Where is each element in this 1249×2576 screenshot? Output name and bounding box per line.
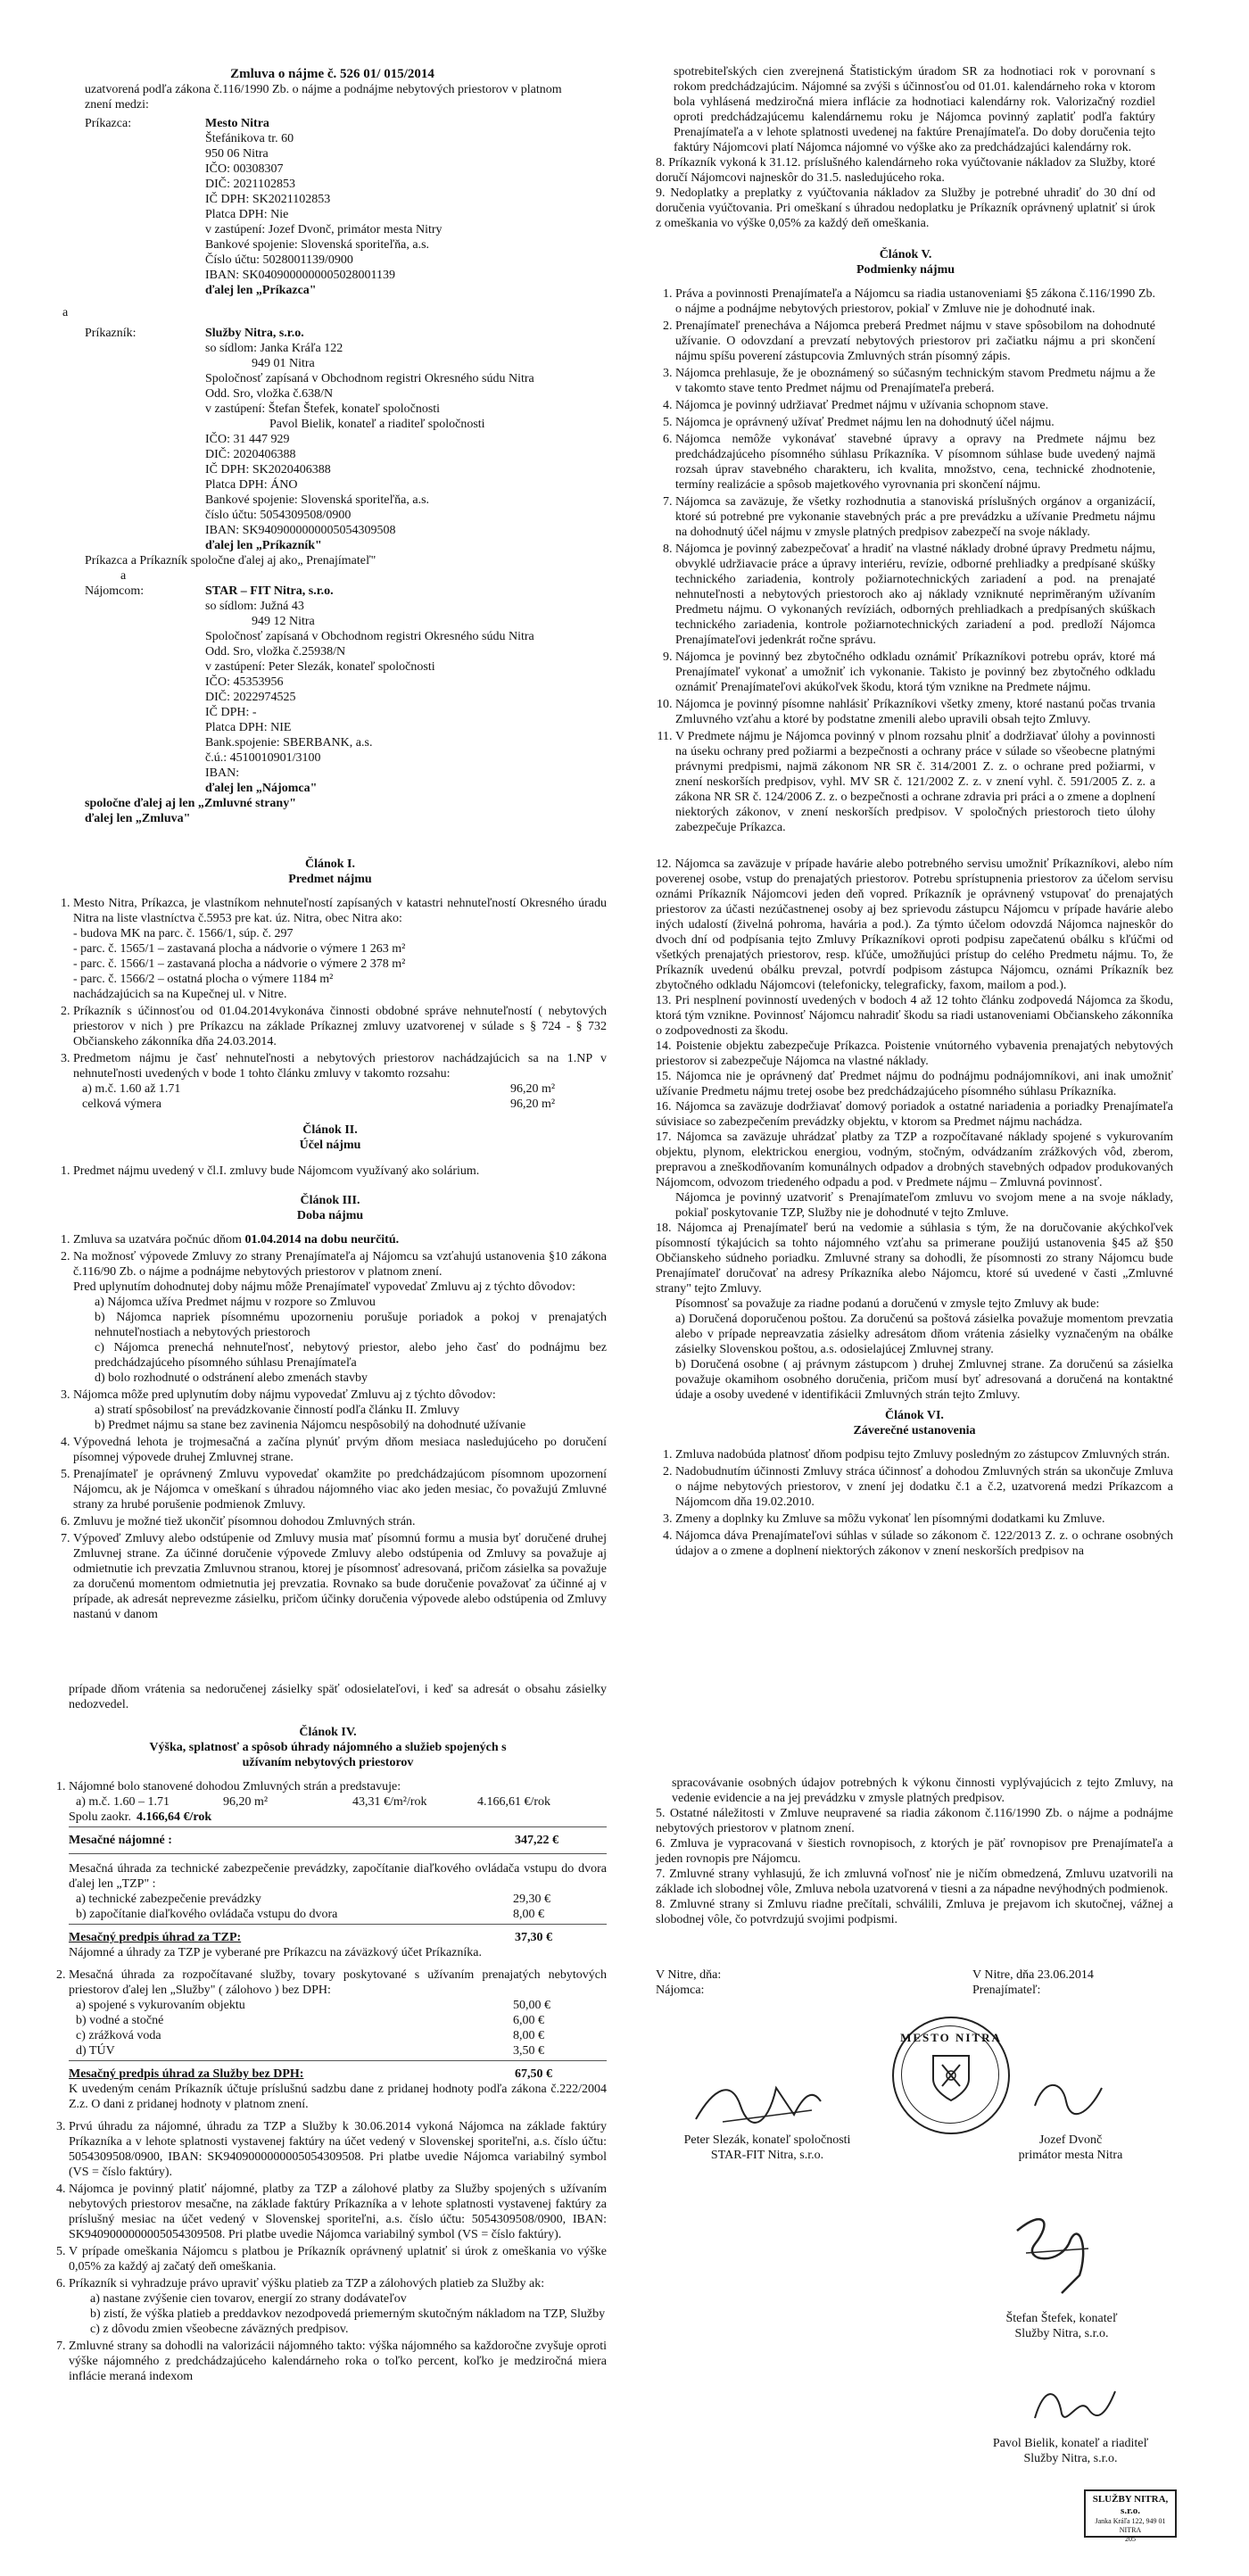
najomca-line: IČ DPH: -: [205, 706, 257, 719]
signature-stefek: [999, 2204, 1106, 2302]
company-stamp-title: SLUŽBY NITRA, s.r.o.: [1092, 2494, 1169, 2516]
clause-12: 12. Nájomca sa zaväzuje v prípade havárie alebo potrebného servisu umožniť Príkazníkovi, alebo ním poverenej osobe, vstup do prenajatých priestorov. Potrebu sprístupnenia priestorov za účelom servisu oznámi Príkazník Nájomcovi jeden deň vopred. Príkazník je oprávnený vstupovať do prenajatých priestorov za účasti nezúčastnenej osoby aj bez sprievodu zástupcu Nájomcu v prípade havárie alebo iných udalostí (živelná pohroma, havária a pod.). Za týmto účelom odovzdá Nájomca najneskôr do dvoch dní od podpísania tejto Zmluvy Príkazníkovi oproti podpisu zapečatenú obálku s kľúčmi od všetkých prenajatých priestorov, resp. kľúče, umožňujúci prístup do celého Predmetu nájmu. To, že Príkazník uvedenú obálku prevzal, potvrdí podpisom zástupca Nájomcu, oznámi Príkazník bez zbytočného odkladu Nájomcovi (telefonicky, telegraficky, faxom, mailom a pod.).: [656, 857, 1173, 992]
coat-of-arms-icon: [930, 2052, 972, 2104]
monthly-rent-value: 347,22 €: [515, 1834, 558, 1847]
najomca-line: v zastúpení: Peter Slezák, konateľ spoločnosti: [205, 660, 435, 674]
prikaznik-line: číslo účtu: 5054309508/0900: [205, 509, 352, 522]
valorization-cont: spotrebiteľských cien zverejnená Štatistickým úradom SR za hodnotiaci rok v porovnaní s rokom predchádzajúcim. Nájomné sa zvýši s účinnosťou od 01.01. kalendárneho roka v ktorom bola vyhlásená medziročná miera inflácie za hodnotiaci kalendárny rok. Valorizačný rozdiel oproti predchádzajúcemu kalendárnemu roku je Nájomca povinný zaplatiť podľa faktúry Prenajímateľa a v lehote splatnosti uvedenej na faktúre Prenajímateľa. Do doby doručenia tejto faktúry Nájomcovi platí Nájomca nájomné vo výške ako za predchádzajúci kalendárny rok.: [674, 65, 1155, 154]
parcel-line: - parc. č. 1566/2 – ostatná plocha o výmere 1184 m²: [73, 973, 334, 986]
prikaznik-line: Pavol Bielik, konateľ a riaditeľ spoločnosti: [269, 418, 485, 431]
clause-18-b: b) Doručená osobne ( aj právnym zástupcom ) druhej Zmluvnej strane. Za doručenú sa zásielka považuje okamihom osobného doručenia, pričom musí byť adresovaná a doručená na kontaktné údaje a osoby uvedené v identifikácii Zmluvných strán tejto Zmluvy.: [675, 1358, 1173, 1402]
art5-item: 11. V Predmete nájmu je Nájomca povinný v plnom rozsahu plniť a dodržiavať úlohy a povinnosti na úseku ochrany pred požiarmi a bezpečnosti a ochrany práce v súlade so všeobecne platnými právnymi predpismi, najmä zákonom NR SR č. 314/2001 Z. z. o ochrane pred požiarmi, v znení neskorších predpisov, vyhl. MV SR č. 121/2002 Z. z. v znení vyhl. č. 591/2005 Z. z. a zákona NR SR č. 124/2006 Z. z. o bezpečnosti a ochrane zdravia pri práci a o zmene a doplnení niektorých zákonov, v znení neskorších predpisov. V spoločných priestoroch tieto úlohy zabezpečuje Príkazca.: [675, 729, 1155, 835]
prikaznik-line: so sídlom: Janka Kráľa 122: [205, 342, 343, 355]
adjust-reason: c) z dôvodu zmien všeobecne záväzných predpisov.: [90, 2323, 349, 2336]
art4-item: 4. Nájomca je povinný platiť nájomné, platby za TZP a zálohové platby za Služby spojených s užívaním nebytových priestorov mesačne, na základe faktúry Príkazníka a v lehote splatnosti vystavenej faktúry za príslušný mesiac na účet vedený v Slovenskej sporiteľni, a.s. číslo účtu: 5054309508/0900, IBAN: SK9409000000005054309508. Pri platbe uvedie Nájomca variabilný symbol (VS = číslo faktúry).: [69, 2182, 607, 2242]
art3-reason: a) Nájomca užíva Predmet nájmu v rozpore so Zmluvou: [95, 1296, 376, 1309]
clause-17-note: Nájomca je povinný uzatvoriť s Prenajímateľom zmluvu vo svojom mene a na svoje náklady, pokiaľ poskytovanie TZP, Služby nie je dohodnuté v tejto Zmluve.: [675, 1191, 1173, 1220]
najomca-line: DIČ: 2022974525: [205, 691, 296, 704]
art4-item: 2. Mesačná úhrada za rozpočítavané služby, tovary poskytované s užívaním prenajatých nebytových priestorov ďalej len „Služby" ( zálohovo ) bez DPH: a) spojené s vykurovaním objektu 50,00 € b) vodné a stočné 6,00 € c) zrážková voda 8,00 € d) TÚV 3,50 € Mesačný predpis úhrad za Služby bez DPH: 67,50 € K uvedeným cenám Príkazník účtuje príslušnú sadzbu dane z pridanej hodnoty podľa zákona č.222/2004 Z.z. O dani z pridanej hodnoty v platnom znení.: [69, 1967, 607, 2112]
najomca-line: č.ú.: 4510010901/3100: [205, 751, 321, 765]
najomca-line: Bank.spojenie: SBERBANK, a.s.: [205, 736, 373, 750]
parcel-line: - parc. č. 1565/1 – zastavaná plocha a nádvorie o výmere 1 263 m²: [73, 942, 406, 956]
art2-item: 1. Predmet nájmu uvedený v čl.I. zmluvy bude Nájomcom využívaný ako solárium.: [73, 1164, 607, 1179]
city-seal-text: MESTO NITRA: [900, 2031, 1002, 2044]
art3-item: 1. Zmluva sa uzatvára počnúc dňom 01.04.2014 na dobu neurčitú.: [73, 1232, 607, 1247]
area-total-value: 96,20 m²: [510, 1097, 556, 1111]
art3-subheading: Doba nájmu: [296, 1209, 364, 1222]
prikaznik-line: Odd. Sro, vložka č.638/N: [205, 387, 334, 401]
clause-18-note: Písomnosť sa považuje za riadne podanú a doručenú v zmysle tejto Zmluvy ak bude:: [675, 1297, 1100, 1311]
clause-16: 16. Nájomca sa zaväzuje dodržiavať domový poriadok a ostatné nariadenia a poriadky Prenajímateľa súvisiace so zabezpečením prevádzky objektu, v ktorom sa Predmet nájmu nachádza.: [656, 1100, 1173, 1129]
signature-right-caption: Jozef Dvonč primátor mesta Nitra: [1018, 2133, 1123, 2162]
art5-subheading: Podmienky nájmu: [856, 263, 955, 277]
company-stamp-line: 205: [1125, 2535, 1136, 2543]
art6-item: 1. Zmluva nadobúda platnosť dňom podpisu tejto Zmluvy posledným zo zástupcov Zmluvných strán.: [675, 1447, 1173, 1462]
parcel-location: nachádzajúcich sa na Kupečnej ul. v Nitre.: [73, 988, 287, 1001]
art4-heading: Článok IV.: [299, 1726, 357, 1739]
joint-landlord-note: Príkazca a Príkazník spoločne ďalej aj ako„ Prenajímateľ": [85, 554, 376, 567]
art5-heading: Článok V.: [879, 248, 932, 261]
service-label: a) spojené s vykurovaním objektu: [76, 1999, 245, 2012]
contract-title: Zmluva o nájme č. 526 01/ 015/2014: [230, 67, 434, 81]
prikazca-line: IČO: 00308307: [205, 162, 284, 176]
tzp-b-label: b) započítanie diaľkového ovládača vstupu do dvora: [76, 1908, 338, 1921]
prikazca-name: Mesto Nitra: [205, 117, 269, 130]
prikazca-line: Platca DPH: Nie: [205, 208, 289, 221]
art1-item: 1. Mesto Nitra, Príkazca, je vlastníkom nehnuteľností zapísaných v katastri nehnuteľností Okresného úradu Nitra na liste vlastníctva č.5953 pre kat. úz. Nitra, obec Nitra ako: - budova MK na parc. č. 1566/1, súp. č. 297 - parc. č. 1565/1 – zastavaná plocha a nádvorie o výmere 1 263 m² - parc. č. 1566/1 – zastavaná plocha a nádvorie o výmere 2 378 m² - parc. č. 1566/2 – ostatná plocha o výmere 1184 m² nachádzajúcich sa na Kupečnej ul. v Nitre.: [73, 896, 607, 1002]
signature-slezak: [687, 2070, 830, 2133]
prikazca-line: v zastúpení: Jozef Dvonč, primátor mesta Nitry: [205, 223, 443, 236]
najomca-line: IČO: 45353956: [205, 675, 284, 689]
services-total-value: 67,50 €: [515, 2067, 552, 2081]
place-date-left: V Nitre, dňa: Nájomca:: [656, 1968, 722, 1997]
art6-heading: Článok VI.: [885, 1409, 944, 1422]
prikazca-line: Bankové spojenie: Slovenská sporiteľňa, a.s.: [205, 238, 430, 252]
prikazca-line: IČ DPH: SK2021102853: [205, 193, 331, 206]
service-label: d) TÚV: [76, 2044, 115, 2058]
rent-year: 4.166,61 €/rok: [477, 1795, 551, 1809]
najomca-line: Spoločnosť zapísaná v Obchodnom registri Okresného súdu Nitra: [205, 630, 534, 643]
parcel-line: - budova MK na parc. č. 1566/1, súp. č. 297: [73, 927, 294, 940]
art5-item: 6. Nájomca nemôže vykonávať stavebné úpravy a opravy na Predmete nájmu bez predchádzajúceho písomného súhlasu Príkazníka. V písomnom súhlase bude uvedený najmä rozsah úprav stavebného charakteru, ich kvalita, množstvo, cena, technické zhodnotenie, termíny realizácie a spôsob majetkového vyrovnania pri skončení nájmu.: [675, 432, 1155, 493]
company-stamp-line: Janka Kráľa 122, 949 01 NITRA: [1095, 2517, 1166, 2534]
clause-18: 18. Nájomca aj Prenajímateľ berú na vedomie a súhlasia s tým, že na doručovanie akýchkoľvek písomností týkajúcich sa tohto nájomného vzťahu sa primerane použijú ustanovenia §45 až §50 Občianskeho súdneho poriadku. Zmluvné strany sa dohodli, že písomnosti zo strany Nájomcu bude Prenajímateľ doručovať na adresy Príkazníka alebo Nájomcu, ktoré sú uvedené v časti „Zmluvné strany" tejto Zmluvy.: [656, 1222, 1173, 1296]
prikazca-alias: ďalej len „Príkazca": [205, 284, 317, 297]
art6-item: 3. Zmeny a doplnky ku Zmluve sa môžu vykonať len písomnými dodatkami ku Zmluve.: [675, 1512, 1173, 1527]
parcel-line: - parc. č. 1566/1 – zastavaná plocha a nádvorie o výmere 2 378 m²: [73, 957, 406, 971]
prikaznik-line: Spoločnosť zapísaná v Obchodnom registri Okresného súdu Nitra: [205, 372, 534, 385]
art4-item: 6. Príkazník si vyhradzuje právo upraviť výšku platieb za TZP a zálohových platieb za Služby ak: a) nastane zvýšenie cien tovarov, energií zo strany dodávateľov b) zistí, že výška platieb a preddavkov nezodpovedá priemerným skutočným nákladom na TZP, Služby c) z dôvodu zmien všeobecne záväzných predpisov.: [69, 2276, 607, 2337]
tzp-a-value: 29,30 €: [513, 1893, 550, 1906]
art5-item: 5. Nájomca je oprávnený užívať Predmet nájmu len na dohodnutý účel nájmu.: [675, 415, 1155, 430]
prikazca-line: DIČ: 2021102853: [205, 178, 295, 191]
contract-intro: uzatvorená podľa zákona č.116/1990 Zb. o nájme a podnájme nebytových priestorov v platnom znení medzi:: [85, 83, 562, 112]
signature-stefek-caption: Štefan Štefek, konateľ Služby Nitra, s.r.o.: [1005, 2312, 1118, 2340]
final-clause: 7. Zmluvné strany vyhlasujú, že ich zmluvná voľnosť nie je ničím obmedzená, Zmluvu uzatvorili na základe ich slobodnej vôle, Zmluva nebola uzatvorená v tiesni a za nápadne nevýhodných podmienok.: [656, 1868, 1173, 1896]
art5-item: 1. Práva a povinnosti Prenajímateľa a Nájomcu sa riadia ustanoveniami §5 zákona č.116/1990 Zb. o nájme a podnájme nebytových priestorov, pokiaľ v Zmluve nie je dohodnuté inak.: [675, 286, 1155, 317]
art5-item: 4. Nájomca je povinný udržiavať Predmet nájmu v užívania schopnom stave.: [675, 398, 1155, 413]
and-separator: a: [62, 306, 69, 319]
service-value: 8,00 €: [513, 2029, 544, 2042]
service-value: 6,00 €: [513, 2014, 544, 2027]
service-label: b) vodné a stočné: [76, 2014, 164, 2027]
consent-cont: spracovávanie osobných údajov potrebných k výkonu činnosti vyplývajúcich z tejto Zmluvy, na vedenie evidencie a na jej prevádzku v zmysle platných predpisov.: [672, 1777, 1173, 1805]
signature-bielik-caption: Pavol Bielik, konateľ a riaditeľ Služby Nitra, s.r.o.: [992, 2437, 1149, 2465]
najomca-name: STAR – FIT Nitra, s.r.o.: [205, 584, 334, 598]
tzp-total-value: 37,30 €: [515, 1931, 552, 1944]
city-seal: [892, 2017, 1010, 2134]
prikazca-label: Príkazca:: [85, 117, 132, 130]
najomca-line: Odd. Sro, vložka č.25938/N: [205, 645, 346, 658]
art3-reason: d) bolo rozhodnuté o odstránení alebo zmenách stavby: [95, 1371, 368, 1385]
art4-subheading: Výška, splatnosť a spôsob úhrady nájomného a služieb spojených s užívaním nebytových priestorov: [149, 1741, 507, 1769]
signature-dvonc: [1026, 2070, 1115, 2124]
art5-item: 10. Nájomca je povinný písomne nahlásiť Príkazníkovi všetky zmeny, ktoré nastanú počas trvania Zmluvného vzťahu a ktoré by podstatne zmenili alebo upravili obsah tejto Zmluvy.: [675, 697, 1155, 727]
art2-subheading: Účel nájmu: [299, 1139, 361, 1152]
page-1-parties: [62, 67, 580, 826]
services-total-label: Mesačný predpis úhrad za Služby bez DPH:: [69, 2067, 304, 2081]
art5-item: 8. Nájomca je povinný zabezpečovať a hradiť na vlastné náklady drobné úpravy Predmetu nájmu, obvyklé udržiavacie práce a úpravy interiéru, revízie, odborné prehliadky a predpísané skúšky technického zariadenia, kontroly požiarnotechnických zariadení a pod. na prenajaté nehnuteľnosti a nebytových priestoroch ako aj náklady vzniknuté nepriměraným užívaním Predmetu nájmu. O vykonaných revíziách, odborných prehliadkach a predpísaných skúškach technického zariadenia, kontrole požiarnotechnických zariadení a pod. predloží Nájomca Prenajímateľovi jedenkrát ročne správu.: [675, 542, 1155, 648]
clause-13: 13. Pri nesplnení povinností uvedených v bodoch 4 až 12 tohto článku zodpovedá Nájomca za škodu, ktorá tým vznikne. Povinnosť Nájomcu nahradiť škodu sa riadi ustanoveniami Občianskeho zákonníka o zodpovednosti za škodu.: [656, 994, 1173, 1038]
company-stamp: [1084, 2489, 1177, 2543]
najomca-line: IBAN:: [205, 766, 240, 780]
art5-item: 9. Nájomca je povinný bez zbytočného odkladu oznámiť Príkazníkovi potrebu opráv, ktoré má Prenajímateľ vykonať a umožniť ich vykonanie. Takisto je povinný bez zbytočného odkladu oznámiť Prenajímateľovi akúkoľvek škodu, ktorá tým vznikne na Predmete nájmu.: [675, 650, 1155, 695]
page-3-articles: [54, 857, 607, 1624]
art3-heading: Článok III.: [300, 1194, 360, 1207]
clause-17: 17. Nájomca sa zaväzuje uhrádzať platby za TZP a rozpočítavané náklady spojené s vykurovaním objektu, plynom, elektrickou energiou, vodným, stočným, odvádzaním zrážkových vôd, zberom, prepravou a zneškodňovaním komunálnych odpadov a drobných stavebných odpadov produkovaných Nájomcom, odvozom triedeného odpadu a pod. v Predmete nájmu – Zmluvná povinnosť.: [656, 1131, 1173, 1189]
final-clause: 6. Zmluva je vypracovaná v šiestich rovnopisoch, z ktorých je päť rovnopisov pre Prenajímateľa a jeden rovnopis pre Nájomcu.: [656, 1837, 1173, 1866]
najomca-line: so sídlom: Južná 43: [205, 600, 304, 613]
final-clause: 8. Zmluvné strany si Zmluvu riadne prečítali, schválili, Zmluva je prejavom ich skutočnej, vážnej a slobodnej vôle, čo potvrdzujú svojimi podpismi.: [656, 1898, 1173, 1926]
art3-item: 4. Výpovedná lehota je trojmesačná a začína plynúť prvým dňom mesiaca nasledujúceho po doručení písomnej výpovede druhej Zmluvnej strane.: [73, 1435, 607, 1465]
area-a-value: 96,20 m²: [510, 1082, 556, 1096]
najomca-line: 949 12 Nitra: [252, 615, 315, 628]
monthly-rent-label: Mesačné nájomné :: [69, 1834, 172, 1847]
page-2-conditions: [656, 64, 1155, 837]
art5-list: [656, 286, 1155, 835]
service-label: c) zrážková voda: [76, 2029, 161, 2042]
clause-8: 8. Príkazník vykoná k 31.12. príslušného kalendárneho roka vyúčtovanie nákladov za Služby, ktoré doručí Nájomcovi najneskôr do 31.5. nasledujúceho roka.: [656, 156, 1155, 185]
rent-area: 96,20 m²: [223, 1795, 269, 1809]
adjust-reason: a) nastane zvýšenie cien tovarov, energií zo strany dodávateľov: [90, 2292, 407, 2306]
art4-item: 3. Prvú úhradu za nájomné, úhradu za TZP a Služby k 30.06.2014 vykoná Nájomca na základe faktúry Príkazníka a v lehote splatnosti vystavenej faktúry na účet vedený v Slovenskej sporiteľni, a.s. číslo účtu: 5054309508/0900, IBAN: SK9409000000005054309508. Pri platbe uvedie Nájomca variabilný symbol (VS = číslo faktúry).: [69, 2119, 607, 2180]
art3-item: 5. Prenajímateľ je oprávnený Zmluvu vypovedať okamžite po predchádzajúcom písomnom upozornení Nájomcu, ak je Nájomca v omeškaní s úhradou nájomného viac ako jeden mesiac, čo považujú Zmluvné strany za hrubé porušenie podmienok Zmluvy.: [73, 1467, 607, 1512]
prikaznik-name: Služby Nitra, s.r.o.: [205, 327, 304, 340]
prikaznik-line: Platca DPH: ÁNO: [205, 478, 298, 492]
art2-heading: Článok II.: [302, 1123, 358, 1137]
art4-item: 5. V prípade omeškania Nájomcu s platbou je Príkazník oprávnený uplatniť si úrok z omeškania vo výške 0,05% za každý aj začatý deň omeškania.: [69, 2244, 607, 2274]
art3-reason: c) Nájomca prenechá nehnuteľnosť, nebytový priestor, alebo jeho časť do podnájmu bez predchádzajúceho písomného súhlasu Prenajímateľa: [95, 1341, 607, 1370]
prikaznik-line: DIČ: 2020406388: [205, 448, 296, 461]
najomca-line: Platca DPH: NIE: [205, 721, 292, 734]
prikaznik-line: IČO: 31 447 929: [205, 433, 290, 446]
rent-total-label: Spolu zaokr.: [69, 1810, 131, 1824]
tzp-intro: Mesačná úhrada za technické zabezpečenie prevádzky, započítanie diaľkového ovládača vstupu do dvora ďalej len „TZP" :: [69, 1862, 607, 1891]
prikaznik-line: IBAN: SK9409000000005054309508: [205, 524, 396, 537]
contract-alias: ďalej len „Zmluva": [85, 812, 191, 825]
tzp-a-label: a) technické zabezpečenie prevádzky: [76, 1893, 261, 1906]
page-4-clauses: [656, 857, 1173, 1561]
place-date-right: V Nitre, dňa 23.06.2014 Prenajímateľ:: [972, 1968, 1094, 1997]
art3-reason: a) stratí spôsobilosť na prevádzkovanie činností podľa článku II. Zmluvy: [95, 1404, 460, 1417]
prikaznik-alias: ďalej len „Príkazník": [205, 539, 322, 552]
clause-15: 15. Nájomca nie je oprávnený dať Predmet nájmu do podnájmu podnájomníkovi, ani inak umožniť užívanie Predmetu nájmu tretej osobe bez predchádzajúceho písomného súhlasu Príkazníka.: [656, 1070, 1173, 1098]
najomca-label: Nájomcom:: [85, 584, 145, 598]
art3-item: 2. Na možnosť výpovede Zmluvy zo strany Prenajímateľa aj Nájomcu sa vzťahujú ustanovenia §10 zákona č.116/90 Zb. o nájme a podnájme nebytových priestorov v platnom znení. Pred uplynutím dohodnutej doby nájmu môže Prenajímateľ vypovedať Zmluvu aj z týchto dôvodov: a) Nájomca užíva Predmet nájmu v rozpore so Zmluvou b) Nájomca napriek písomnému upozorneniu porušuje poriadok a pokoj v prenajatých nehnuteľnostiach a nebytových priestoroch c) Nájomca prenechá nehnuteľnosť, nebytový priestor, alebo jeho časť do podnájmu bez predchádzajúceho písomného súhlasu Prenajímateľa d) bolo rozhodnuté o odstránení alebo zmenách stavby: [73, 1249, 607, 1386]
tzp-total-label: Mesačný predpis úhrad za TZP:: [69, 1931, 242, 1944]
rent-total-value: 4.166,64 €/rok: [136, 1810, 212, 1824]
najomca-alias: ďalej len „Nájomca": [205, 782, 318, 795]
area-total-label: celková výmera: [82, 1097, 162, 1111]
page-6-signatures: [656, 1776, 1173, 1927]
tzp-note: Nájomné a úhrady za TZP je vyberané pre Príkazcu na záväzkový účet Príkazníka.: [69, 1946, 482, 1959]
parties-together: spoločne ďalej aj len „Zmluvné strany": [85, 797, 296, 810]
page-5-payments: [49, 1682, 607, 2386]
art6-item: 2. Nadobudnutím účinnosti Zmluvy stráca účinnosť a dohodou Zmluvných strán sa ukončuje Zmluva o nájme nebytových priestorov, v znení jej dodatku č.1 a č.2, uzatvorená medzi Príkazcom a Nájomcom dňa 19.02.2010.: [675, 1464, 1173, 1510]
prikazca-line: Číslo účtu: 5028001139/0900: [205, 253, 353, 267]
art6-item: 4. Nájomca dáva Prenajímateľovi súhlas v súlade so zákonom č. 122/2013 Z. z. o ochrane osobných údajov a o zmene a doplnení niektorých zákonov v znení neskorších predpisov na: [675, 1528, 1173, 1559]
prikaznik-label: Príkazník:: [85, 327, 136, 340]
art4-item: 7. Zmluvné strany sa dohodli na valorizácii nájomného takto: výška nájomného sa každoročne zvyšuje oproti výške nájomného z predchádzajúceho kalendárneho roka o toľko percent, koľko je medziročná miera inflácie meraná indexom: [69, 2339, 607, 2384]
prikazca-line: IBAN: SK0409000000005028001139: [205, 269, 395, 282]
area-a-label: a) m.č. 1.60 až 1.71: [82, 1082, 181, 1096]
adjust-reason: b) zistí, že výška platieb a preddavkov nezodpovedá priemerným skutočným nákladom na TZP, Služby: [90, 2307, 606, 2321]
art1-item: 2. Príkazník s účinnosťou od 01.04.2014vykonáva činnosti obdobné správe nehnuteľností ( nebytových priestorov v nich ) pre Príkazcu na základe Príkaznej zmluvy uzatvorenej v súlade s § 724 - § 732 Občianskeho zákonníka dňa 24.03.2014.: [73, 1004, 607, 1049]
art1-heading: Článok I.: [304, 857, 356, 871]
clause-9: 9. Nedoplatky a preplatky z vyúčtovania nákladov za Služby je potrebné uhradiť do 30 dní od doručenia vyúčtovania. Pri omeškaní s úhradou nedoplatku je Príkazník oprávnený uplatniť si úrok z omeškania vo výške 0,05% za každý deň omeškania.: [656, 186, 1155, 230]
tzp-b-value: 8,00 €: [513, 1908, 544, 1921]
art5-item: 2. Prenajímateľ prenecháva a Nájomca preberá Predmet nájmu v stave spôsobilom na dohodnuté užívanie. O odovzdaní a prevzatí nebytových priestorov pri začiatku nájmu a pri skončení nájmu spíšu poverení zástupcovia Zmluvných strán písomný zápis.: [675, 319, 1155, 364]
art5-item: 3. Nájomca prehlasuje, že je oboznámený so súčasným technickým stavom Predmetu nájmu a že v takomto stave tento Predmet nájmu od Prenajímateľa preberá.: [675, 366, 1155, 396]
prikazca-line: 950 06 Nitra: [205, 147, 269, 161]
prikaznik-line: v zastúpení: Štefan Štefek, konateľ spoločnosti: [205, 402, 441, 416]
art4-item: 1. Nájomné bolo stanovené dohodou Zmluvných strán a predstavuje: a) m.č. 1.60 – 1.71 96,20 m² 43,31 €/m²/rok 4.166,61 €/rok Spolu zaokr. 4.166,64 €/rok Mesačné nájomné : 347,22 € Mesačná úhrada za technické zabezpečenie prevádzky, započítanie diaľkového ovládača vstupu do dvora ďalej len „TZP" : a) technické zabezpečenie prevádzky 29,30 € b) započítanie diaľkového ovládača vstupu do dvora 8,00 € Mesačný predpis úhrad za TZP: 37,30 € Nájomné a úhrady za TZP je vyberané pre Príkazcu na záväzkový účet Príkazníka.: [69, 1779, 607, 1960]
art1-item: 3. Predmetom nájmu je časť nehnuteľnosti a nebytových priestorov nachádzajúcich sa na 1.NP v nehnuteľnosti uvedených v bode 1 tohto článku zmluvy v takomto rozsahu: a) m.č. 1.60 až 1.71 96,20 m² celková výmera 96,20 m²: [73, 1051, 607, 1112]
art3-reason: b) Nájomca napriek písomnému upozorneniu porušuje poriadok a pokoj v prenajatých nehnuteľnostiach a nebytových priestoroch: [95, 1311, 607, 1339]
clause-18-a: a) Doručená doporučenou poštou. Za doručenú sa poštová zásielka považuje momentom prevzatia alebo v prípade nepreavzatia zásielky adresátom dňom vrátenia zásielky vyznačeným na obálke zásielky Slovenskou poštou, a.s. odosielajúcej Zmluvnej strany.: [675, 1313, 1173, 1356]
final-clause: 5. Ostatné náležitosti v Zmluve neupravené sa riadia zákonom č.116/1990 Zb. o nájme a podnájme nebytových priestorov v platnom znení.: [656, 1807, 1173, 1835]
prikaznik-line: Bankové spojenie: Slovenská sporiteľňa, a.s.: [205, 493, 430, 507]
art5-item: 7. Nájomca sa zaväzuje, že všetky rozhodnutia a stanoviská príslušných orgánov a organizácií, ktoré sú potrebné pre vykonanie stavebných prác a pre prevádzku a užívanie Predmetu nájmu na dohodnutý účel nájmu v zmysle platných predpisov zabezpečí na svoje náklady.: [675, 494, 1155, 540]
service-value: 50,00 €: [513, 1999, 550, 2012]
and-separator: a: [120, 569, 127, 583]
clause-14: 14. Poistenie objektu zabezpečuje Príkazca. Poistenie vnútorného vybavenia prenajatých nebytových priestorov si zabezpečuje Nájomca na vlastné náklady.: [656, 1040, 1173, 1068]
signature-bielik: [1026, 2378, 1124, 2431]
art1-subheading: Predmet nájmu: [288, 873, 372, 886]
art3-item: 6. Zmluvu je možné tiež ukončiť písomnou dohodou Zmluvných strán.: [73, 1514, 607, 1529]
signature-left-caption: Peter Slezák, konateľ spoločnosti STAR-FIT Nitra, s.r.o.: [683, 2133, 851, 2162]
art3-item: 7. Výpoveď Zmluvy alebo odstúpenie od Zmluvy musia mať písomnú formu a musia byť doručené druhej Zmluvnej strane. Za účinné doručenie výpovede Zmluvy alebo odstúpenia od Zmluvy sa považuje aj odmietnutie ich prevzatia Zmluvnou stranou, ktorej je písomnosť adresovaná, pričom zásielka sa považuje za doručenú momentom odmietnutia jej prevzatia. Rovnako sa bude doručenie považovať za účinné aj v prípade, ak adresát neprevezme zásielku, pričom účinky doručenia výpovede alebo odstúpenia od Zmluvy nastanú v danom: [73, 1531, 607, 1622]
rent-room: a) m.č. 1.60 – 1.71: [76, 1795, 170, 1809]
art3-reason: b) Predmet nájmu sa stane bez zavinenia Nájomcu nespôsobilý na dohodnuté užívanie: [95, 1419, 526, 1432]
service-value: 3,50 €: [513, 2044, 544, 2058]
art3-item: 3. Nájomca môže pred uplynutím doby nájmu vypovedať Zmluvu aj z týchto dôvodov: a) stratí spôsobilosť na prevádzkovanie činností podľa článku II. Zmluvy b) Predmet nájmu sa stane bez zavinenia Nájomcu nespôsobilý na dohodnuté užívanie: [73, 1387, 607, 1433]
art6-subheading: Záverečné ustanovenia: [853, 1424, 976, 1437]
rent-rate: 43,31 €/m²/rok: [352, 1795, 427, 1809]
prikaznik-line: IČ DPH: SK2020406388: [205, 463, 331, 476]
prikaznik-line: 949 01 Nitra: [252, 357, 315, 370]
prikazca-line: Štefánikova tr. 60: [205, 132, 294, 145]
services-vat-note: K uvedeným cenám Príkazník účtuje príslušnú sadzbu dane z pridanej hodnoty podľa zákona č.222/2004 Z.z. O dani z pridanej hodnoty v platnom znení.: [69, 2083, 607, 2111]
art3-cont: prípade dňom vrátenia sa nedoručenej zásielky späť odosielateľovi, i keď sa adresát o obsahu zásielky nedozvedel.: [69, 1683, 607, 1711]
